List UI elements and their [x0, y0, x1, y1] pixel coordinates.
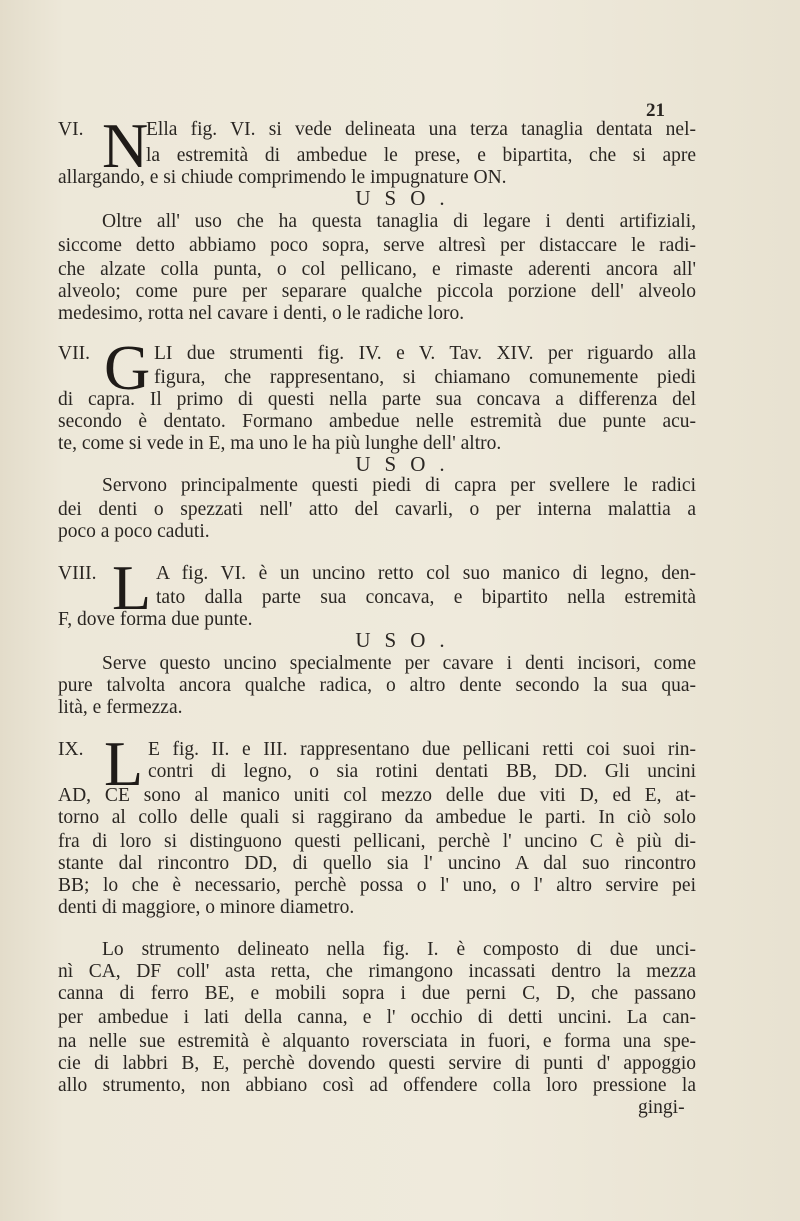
section-number: IX. — [58, 739, 84, 760]
text-line: medesimo, rotta nel cavare i denti, o le radiche loro. — [58, 303, 465, 324]
text-line: pure talvolta ancora qualche radica, o altro dente secondo la sua qua- — [58, 675, 696, 696]
text-line: nì CA, DF coll' asta retta, che rimangono incassati dentro la mezza — [58, 961, 696, 982]
text-line: di capra. Il primo di questi nella parte sua concava a differenza del — [58, 389, 696, 410]
text-line: canna di ferro BE, e mobili sopra i due perni C, D, che passano — [58, 983, 696, 1004]
text-line: dei denti o spezzati nell' atto del cavarli, o per interna malattia a — [58, 499, 696, 520]
section-heading: USO. — [355, 186, 459, 210]
text-line: cie di labbri B, E, perchè dovendo questi servire di punti d' appoggio — [58, 1053, 696, 1074]
text-line: poco a poco caduti. — [58, 521, 210, 542]
section-number: VII. — [58, 343, 90, 364]
text-line: denti di maggiore, o minore diametro. — [58, 897, 355, 918]
page-number: 21 — [646, 100, 665, 121]
text-line: Servono principalmente questi piedi di capra per svellere le radici — [102, 475, 696, 496]
text-line: alveolo; come pure per separare qualche piccola porzione dell' alveolo — [58, 281, 696, 302]
text-line: secondo è dentato. Formano ambedue nelle estremità due punte acu- — [58, 411, 696, 432]
text-line: fra di loro si distinguono questi pellicani, perchè l' uncino C è più di- — [58, 831, 696, 852]
drop-cap: L — [104, 728, 144, 799]
text-line: allo strumento, non abbiano così ad offendere colla loro pressione la — [58, 1075, 696, 1096]
drop-cap: L — [112, 552, 152, 623]
text-line: contri di legno, o sia rotini dentati BB, DD. Gli uncini — [148, 761, 696, 782]
text-line: stante dal rincontro DD, di quello sia l' uncino A dal suo rincontro — [58, 853, 696, 874]
drop-cap: G — [104, 332, 151, 403]
text-line: Serve questo uncino specialmente per cavare i denti incisori, come — [102, 653, 696, 674]
drop-cap: N — [102, 110, 149, 181]
section-number: VIII. — [58, 563, 97, 584]
text-line: Oltre all' uso che ha questa tanaglia di legare i denti artifiziali, — [102, 211, 696, 232]
text-line: tato dalla parte sua concava, e bipartito nella estremità — [156, 587, 696, 608]
section-heading: USO. — [355, 628, 459, 652]
text-line: na nelle sue estremità è alquanto roversciata in fuori, e forma una spe- — [58, 1031, 696, 1052]
text-line: Lo strumento delineato nella fig. I. è composto di due unci- — [102, 939, 696, 960]
text-line: lità, e fermezza. — [58, 697, 183, 718]
text-line: BB; lo che è necessario, perchè possa o l' uno, o l' altro servire pei — [58, 875, 696, 896]
text-line: Ella fig. VI. si vede delineata una terza tanaglia dentata nel- — [146, 119, 696, 140]
section-heading: USO. — [355, 452, 459, 476]
text-line: siccome detto abbiamo poco sopra, serve altresì per distaccare le radi- — [58, 235, 696, 256]
text-line: AD, CE sono al manico uniti col mezzo delle due viti D, ed E, at- — [58, 785, 696, 806]
text-line: LI due strumenti fig. IV. e V. Tav. XIV. per riguardo alla — [154, 343, 696, 364]
text-line: F, dove forma due punte. — [58, 609, 253, 630]
text-line: torno al collo delle quali si raggirano da ambedue le parti. In ciò solo — [58, 807, 696, 828]
text-line: A fig. VI. è un uncino retto col suo manico di legno, den- — [156, 563, 696, 584]
text-line: allargando, e si chiude comprimendo le impugnature ON. — [58, 167, 507, 188]
text-line: te, come si vede in E, ma uno le ha più lunghe dell' altro. — [58, 433, 502, 454]
catchword: gingi- — [638, 1097, 685, 1118]
section-number: VI. — [58, 119, 84, 140]
text-line: per ambedue i lati della canna, e l' occhio di detti uncini. La can- — [58, 1007, 696, 1028]
text-line: figura, che rappresentano, si chiamano comunemente piedi — [154, 367, 696, 388]
text-line: E fig. II. e III. rappresentano due pellicani retti coi suoi rin- — [148, 739, 696, 760]
text-line: la estremità di ambedue le prese, e bipartita, che si apre — [146, 145, 696, 166]
text-line: che alzate colla punta, o col pellicano, e rimaste aderenti ancora all' — [58, 259, 696, 280]
